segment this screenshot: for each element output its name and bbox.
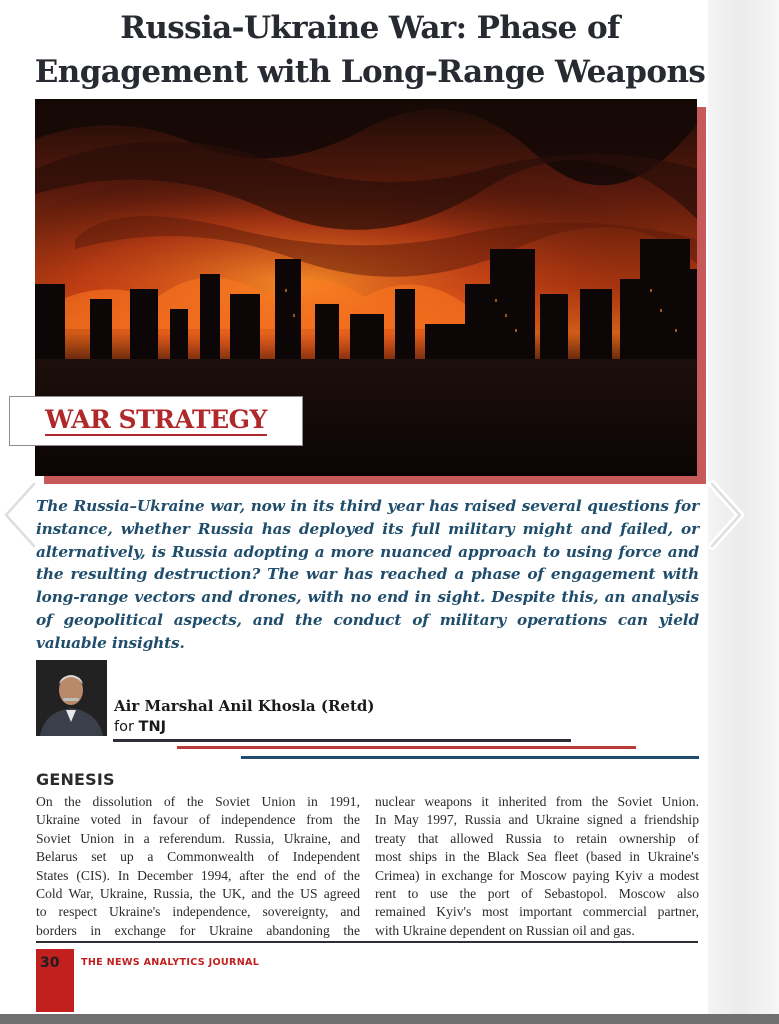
bottom-edge: [0, 1014, 779, 1024]
body-line: to respect Ukraine's independence, sovereignty, and: [36, 904, 360, 920]
journal-name: THE NEWS ANALYTICS JOURNAL: [81, 957, 260, 968]
next-page-button[interactable]: [704, 480, 746, 550]
body-line: rent to use the port of Sebastopol. Moscow also: [375, 886, 699, 902]
byline-prefix: for: [114, 719, 134, 735]
body-line: In May 1997, Russia and Ukraine signed a friendship: [375, 812, 699, 828]
article-abstract: The Russia–Ukraine war, now in its third year has raised several questions for instance, whether Russia has deployed its full military might and failed, or alternatively, is Russia adopting a more nuanced approach to using force and the resulting destruction? The war has reached a phase of engagement with long-range vectors and drones, with no end in sight. Despite this, an analysis of geopolitical aspects, and the conduct of military operations can yield valuable insights.: [36, 497, 699, 652]
author-portrait-icon: [36, 660, 107, 736]
body-line: Cold War, Ukraine, Russia, the UK, and the US agreed: [36, 886, 360, 902]
article-headline: [20, 6, 720, 94]
body-line: Ukraine voted in favour of independence from the: [36, 812, 360, 828]
body-line: treaty that allowed Russia to retain ownership of: [375, 830, 699, 846]
divider-red: [177, 746, 636, 749]
byline-outlet: TNJ: [138, 719, 166, 735]
body-line: with Ukraine dependent on Russian oil and gas.: [375, 922, 635, 938]
body-column-right: [375, 793, 699, 940]
chevron-right-icon[interactable]: [704, 480, 746, 550]
divider-blue: [241, 756, 699, 759]
body-line: Crimea) in exchange for Moscow paying Kyiv a modest: [375, 867, 699, 883]
section-label: WAR STRATEGY: [45, 405, 267, 434]
author-name: Air Marshal Anil Khosla (Retd): [114, 697, 375, 715]
body-line: Soviet Union in a referendum. Russia, Ukraine, and: [36, 830, 360, 846]
divider-dark: [113, 739, 571, 742]
section-heading: GENESIS: [36, 770, 115, 789]
headline-line-2: Engagement with Long-Range Weapons: [34, 54, 706, 90]
footer-divider: [36, 941, 698, 943]
body-column-left: [36, 793, 360, 940]
body-line: States (CIS). In December 1994, after the end of the: [36, 867, 360, 883]
body-line: On the dissolution of the Soviet Union in 1991,: [36, 794, 360, 809]
page-number: 30: [40, 955, 60, 971]
author-avatar: [36, 660, 107, 736]
author-byline: [114, 719, 166, 735]
body-line: borders in exchange for Ukraine abandoning the: [36, 922, 360, 938]
body-line: most ships in the Black Sea fleet (based in Ukraine's: [375, 849, 699, 865]
body-line: Belarus set up a Commonwealth of Independent: [36, 849, 360, 865]
body-line: nuclear weapons it inherited from the Soviet Union.: [375, 794, 699, 809]
section-label-box: [9, 396, 303, 446]
headline-line-1: Russia-Ukraine War: Phase of: [120, 10, 620, 46]
body-line: remained Kyiv's most important commercial partner,: [375, 904, 699, 920]
